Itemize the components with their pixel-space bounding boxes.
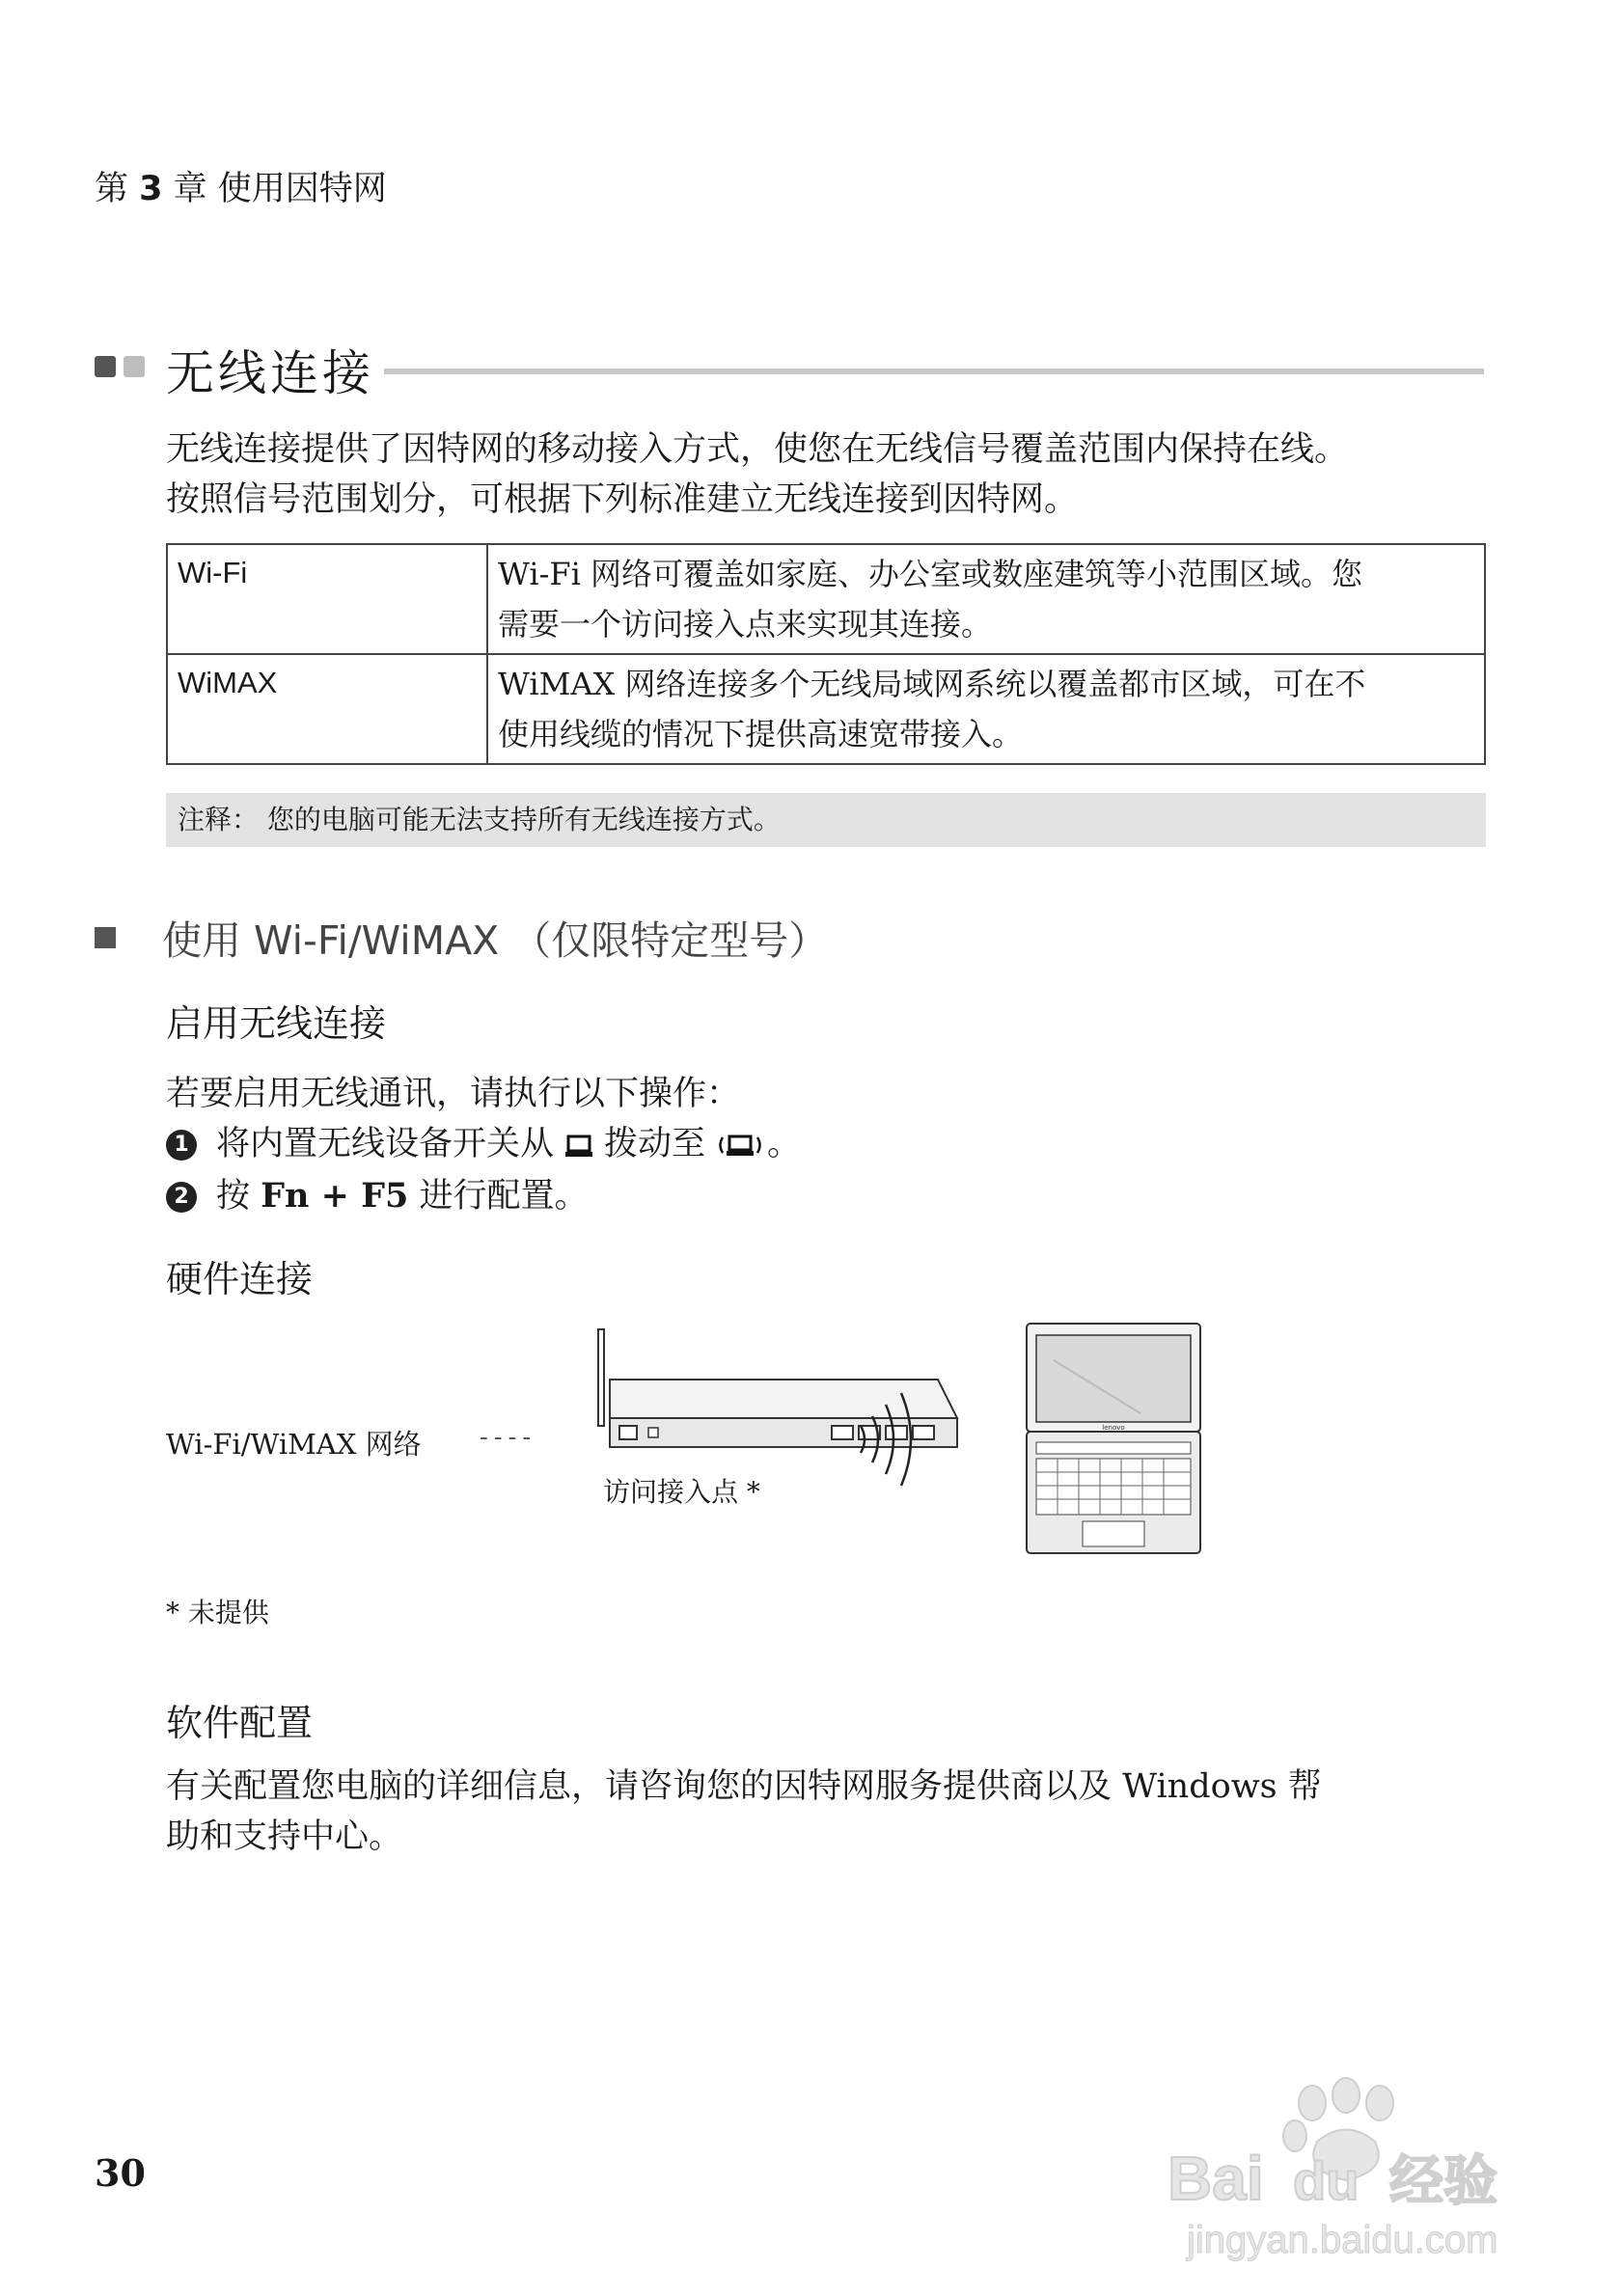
footnote: * 未提供 [166,1597,269,1628]
laptop-brand: lenovo [1102,1424,1125,1432]
section-heading [95,333,1484,400]
desc-line: Wi-Fi 网络可覆盖如家庭、办公室或数座建筑等小范围区域。您 [498,556,1362,592]
table-row [167,654,1485,764]
software-paragraph [166,1762,1488,1862]
subsection-heading [95,909,828,966]
baidu-paw-logo [1148,2074,1553,2267]
table-cell-desc [487,654,1485,764]
network-label: Wi-Fi/WiMAX 网络 [166,1428,422,1461]
dashed-connector: ---- [480,1423,537,1452]
baidu-jingyan-watermark [1148,2074,1553,2267]
chapter-header [95,162,387,210]
software-line-1: 有关配置您电脑的详细信息，请咨询您的因特网服务提供商以及 Windows 帮 [166,1767,1322,1806]
bullet-square-dark-icon [95,356,116,377]
table-cell-name: Wi-Fi [167,544,487,654]
enable-heading: 启用无线连接 [166,1002,387,1045]
step-2-text-a: 按 [216,1177,251,1216]
note-box [166,793,1486,847]
note-text: 您的电脑可能无法支持所有无线连接方式。 [266,804,781,835]
svg-text:du: du [1293,2150,1360,2211]
intro-line-1: 无线连接提供了因特网的移动接入方式，使您在无线信号覆盖范围内保持在线。 [166,430,1349,469]
step-1-text-a: 将内置无线设备开关从 [216,1125,555,1163]
desc-line: 需要一个访问接入点来实现其连接。 [498,606,993,642]
page-number: 30 [95,2151,146,2195]
wireless-tech-table [166,543,1486,765]
software-heading: 软件配置 [166,1702,314,1744]
step-1 [166,1119,801,1173]
intro-paragraph [166,424,1488,525]
svg-text:经验: 经验 [1389,2150,1497,2213]
desc-line: 使用线缆的情况下提供高速宽带接入。 [498,716,1024,752]
table-cell-desc [487,544,1485,654]
chapter-prefix: 第 [95,170,129,208]
enable-intro: 若要启用无线通讯，请执行以下操作： [166,1075,741,1113]
hardware-diagram [166,1322,1227,1582]
hardware-heading: 硬件连接 [166,1258,314,1300]
step-1-text-b: 拨动至 [604,1125,706,1163]
chapter-number: 3 [139,170,163,208]
section-divider [384,369,1484,374]
step-number-badge: 1 [166,1130,197,1161]
bullet-square-light-icon [124,356,145,377]
key-combo: Fn + F5 [261,1176,409,1216]
wireless-on-icon [717,1123,763,1173]
step-2-text-b: 进行配置。 [419,1177,589,1216]
bullet-square-icon [95,927,116,948]
step-number-badge: 2 [166,1182,197,1213]
wireless-waves-icon [851,1389,928,1495]
subsection-title: 使用 Wi-Fi/WiMAX （仅限特定型号） [162,917,829,964]
svg-text:jingyan.baidu.com: jingyan.baidu.com [1187,2219,1498,2261]
wireless-off-icon [565,1123,592,1173]
chapter-title: 章 使用因特网 [173,170,387,208]
section-title: 无线连接 [166,345,374,401]
software-line-2: 助和支持中心。 [166,1818,403,1856]
step-1-text-c: 。 [767,1125,802,1163]
table-row [167,544,1485,654]
desc-line: WiMAX 网络连接多个无线局域网系统以覆盖都市区域，可在不 [498,666,1366,702]
svg-text:Bai: Bai [1168,2144,1264,2213]
note-label: 注释： [178,804,260,835]
ap-label: 访问接入点 * [603,1476,760,1508]
table-cell-name: WiMAX [167,654,487,764]
step-2 [166,1171,589,1221]
intro-line-2: 按照信号范围划分，可根据下列标准建立无线连接到因特网。 [166,480,1079,519]
laptop-icon [1025,1322,1204,1555]
